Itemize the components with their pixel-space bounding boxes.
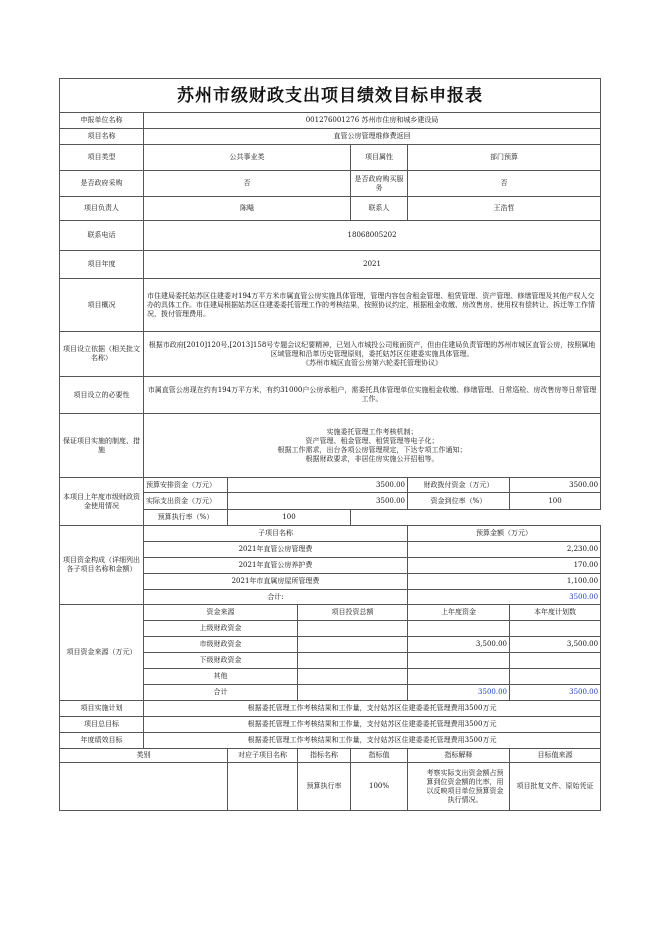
basis-text: 根据市政府[2010]120号,[2013]158号专题会议纪要精神，已划入市城投公司账面资产，但由住建局负责管理的苏州市城区直管公房，按照属地区域管理和沿革历史管理原则，委托姑苏区住建委实施具体管理。 — [148, 340, 596, 358]
label-necessity: 项目设立的必要性 — [60, 377, 144, 414]
source-total-prev: 3500.00 — [408, 685, 510, 701]
label-year: 项目年度 — [60, 251, 144, 279]
sub-total-value: 3500.00 — [408, 590, 601, 605]
source-prev: 3,500.00 — [408, 637, 510, 653]
source-prev — [408, 621, 510, 637]
value-overview: 市住建局委托姑苏区住建委对194万平方米市属直管公房实施具体管理，管理内容包含租金管理、租赁管理、资产管理、修缮管理及其他产权人交办的具体工作。市住建局根据姑苏区住建委委托管理工作的考核结果，按照协议约定，根据租金收缴、房改售房、使用权有偿转让、拆迁等工作情况，拨付管理费用。 — [144, 279, 601, 332]
label-leader: 项目负责人 — [60, 197, 144, 221]
value-actual-spent: 3500.00 — [228, 493, 408, 510]
sub-item-name: 2021年市直属房屋所管理费 — [144, 574, 408, 590]
sub-item-amount: 1,100.00 — [408, 574, 601, 590]
source-plan — [510, 653, 601, 669]
label-plan: 项目实施计划 — [60, 701, 144, 717]
header-indicator: 指标名称 — [298, 749, 351, 763]
sub-item-name: 2021年直管公房养护费 — [144, 558, 408, 574]
source-name: 市级财政资金 — [144, 637, 298, 653]
value-annual-goal: 根据委托管理工作考核结果和工作量，支付姑苏区住建委委托管理费用3500万元 — [144, 733, 601, 749]
label-overview: 项目概况 — [60, 279, 144, 332]
indicator-target-source: 项目批复文件、原始凭证 — [510, 763, 601, 811]
measure-1: 实施委托管理工作考核机制； — [326, 427, 418, 436]
value-plan: 根据委托管理工作考核结果和工作量，支付姑苏区住建委委托管理费用3500万元 — [144, 701, 601, 717]
value-basis — [144, 332, 601, 377]
label-project-attr: 项目属性 — [351, 145, 408, 171]
label-fin-allocated: 财政拨付资金（万元） — [408, 478, 510, 493]
source-invest — [298, 621, 408, 637]
value-measures — [144, 414, 601, 478]
label-budget-arranged: 预算安排资金（万元） — [144, 478, 228, 493]
sub-item-name: 2021年直管公房管理费 — [144, 542, 408, 558]
label-actual-spent: 实际支出资金（万元） — [144, 493, 228, 510]
label-measures: 保证项目实施的制度、措施 — [60, 414, 144, 478]
value-project-name: 直管公房管理维修费返回 — [144, 129, 601, 145]
label-basis: 项目设立依据（相关批文名称） — [60, 332, 144, 377]
label-project-name: 项目名称 — [60, 129, 144, 145]
header-invest-total: 项目投资总额 — [298, 605, 408, 621]
value-gov-buy-service: 否 — [408, 171, 601, 197]
measure-3: 根据工作需求，出台各项公房管理规定，下达专项工作通知； — [277, 445, 467, 454]
source-name: 下级财政资金 — [144, 653, 298, 669]
indicator-sub — [228, 763, 298, 811]
header-sub-project: 对应子项目名称 — [228, 749, 298, 763]
indicator-category — [60, 763, 228, 811]
value-project-type: 公共事业类 — [144, 145, 351, 171]
source-name: 上级财政资金 — [144, 621, 298, 637]
value-project-attr: 部门预算 — [408, 145, 601, 171]
header-prev-year-fund: 上年度资金 — [408, 605, 510, 621]
label-last-year: 本项目上年度市级财政资金使用情况 — [60, 478, 144, 526]
value-unit: 001276001276 苏州市住房和城乡建设局 — [144, 113, 601, 129]
sub-item-amount: 2,230.00 — [408, 542, 601, 558]
value-leader: 陈飚 — [144, 197, 351, 221]
source-total-invest — [298, 685, 408, 701]
form-title: 苏州市级财政支出项目绩效目标申报表 — [60, 79, 601, 113]
label-source: 项目资金来源（万元） — [60, 605, 144, 701]
indicator-name: 预算执行率 — [298, 763, 351, 811]
value-gov-purchase: 否 — [144, 171, 351, 197]
source-name: 其他 — [144, 669, 298, 685]
value-goal: 根据委托管理工作考核结果和工作量，支付姑苏区住建委委托管理费用3500万元 — [144, 717, 601, 733]
source-plan: 3,500.00 — [510, 637, 601, 653]
value-contact: 王浩哲 — [408, 197, 601, 221]
source-prev — [408, 669, 510, 685]
source-prev — [408, 653, 510, 669]
label-gov-buy-service: 是否政府购买服务 — [351, 171, 408, 197]
value-necessity: 市属直管公房现在约有194万平方米，有约31000户公房承租户，需委托具体管理单位实施租金收缴、修缮管理、日常巡检、房改售房等日常管理工作。 — [144, 377, 601, 414]
value-budget-arranged: 3500.00 — [228, 478, 408, 493]
header-category: 类别 — [60, 749, 228, 763]
sub-item-amount: 170.00 — [408, 558, 601, 574]
label-composition: 项目资金构成（详细列出各子项目名称和金额） — [60, 526, 144, 605]
indicator-value: 100% — [351, 763, 408, 811]
measure-2: 资产管理、租金管理、租赁管理等电子化； — [305, 436, 439, 445]
label-arrival-rate: 资金到位率（%） — [408, 493, 510, 510]
basis-agreement: 《苏州市城区直管公房第六轮委托管理协议》 — [302, 358, 443, 367]
sub-total-label: 合计: — [144, 590, 408, 605]
header-budget-amount: 预算金额（万元） — [408, 526, 601, 542]
indicator-explain: 考察实际支出资金额占预算到位资金额的比率，用以反映项目单位预算资金执行情况。 — [408, 763, 510, 811]
value-fin-allocated: 3500.00 — [510, 478, 601, 493]
header-target-source: 目标值来源 — [510, 749, 601, 763]
label-contact: 联系人 — [351, 197, 408, 221]
header-plan-year: 本年度计划数 — [510, 605, 601, 621]
label-project-type: 项目类型 — [60, 145, 144, 171]
blank-cell — [351, 510, 601, 526]
measure-4: 根据财政要求，非居住房实施公开招租等。 — [305, 454, 439, 463]
source-invest — [298, 669, 408, 685]
value-year: 2021 — [144, 251, 601, 279]
source-plan — [510, 669, 601, 685]
header-sub-name: 子项目名称 — [144, 526, 408, 542]
source-total-label: 合计 — [144, 685, 298, 701]
value-exec-rate: 100 — [228, 510, 351, 526]
source-total-plan: 3500.00 — [510, 685, 601, 701]
source-invest — [298, 653, 408, 669]
performance-form — [59, 78, 600, 811]
value-phone: 18068005202 — [144, 221, 601, 251]
value-arrival-rate: 100 — [510, 493, 601, 510]
label-unit: 申报单位名称 — [60, 113, 144, 129]
form-table — [59, 78, 601, 811]
header-explain: 指标解释 — [408, 749, 510, 763]
source-invest — [298, 637, 408, 653]
label-exec-rate: 预算执行率（%） — [144, 510, 228, 526]
header-fund-source: 资金来源 — [144, 605, 298, 621]
source-plan — [510, 621, 601, 637]
header-value: 指标值 — [351, 749, 408, 763]
label-phone: 联系电话 — [60, 221, 144, 251]
label-annual-goal: 年度绩效目标 — [60, 733, 144, 749]
label-goal: 项目总目标 — [60, 717, 144, 733]
label-gov-purchase: 是否政府采购 — [60, 171, 144, 197]
